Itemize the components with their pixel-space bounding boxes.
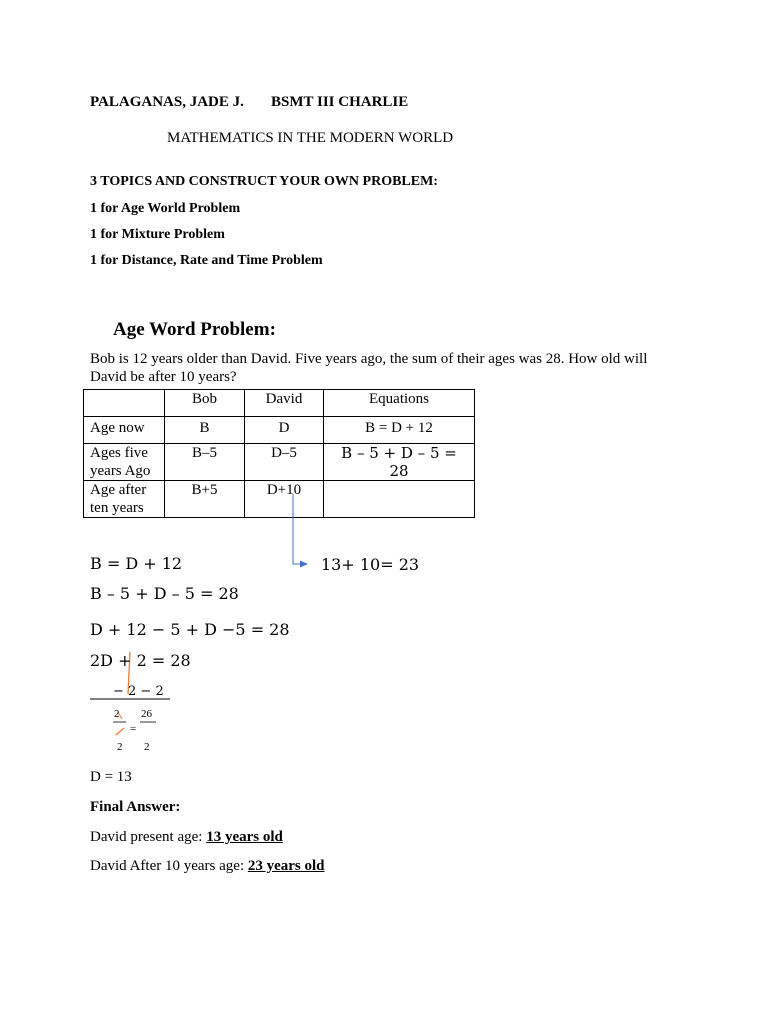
table-cell: B – 5 + D – 5 = 28 (324, 444, 475, 481)
table-cell: B–5 (165, 444, 245, 481)
table-cell: D (245, 417, 324, 444)
cancel-slash-icon (116, 728, 124, 735)
connector-line (293, 494, 300, 564)
present-age-line (90, 829, 283, 846)
solution-step: D + 12 − 5 + D −5 = 28 (90, 620, 290, 639)
table-cell: D+10 (245, 481, 324, 518)
present-age-value: 13 years old (206, 829, 283, 845)
table-cell: B = D + 12 (324, 417, 475, 444)
student-name: PALAGANAS, JADE J. (90, 94, 244, 110)
future-age-result: 13+ 10= 23 (321, 555, 420, 574)
table-header-cell: Bob (165, 390, 245, 417)
solution-result: D = 13 (90, 769, 132, 785)
arrow-head-icon (300, 561, 308, 568)
fraction-denominator: 2 (117, 741, 123, 753)
future-age-line (90, 858, 325, 875)
fraction-numerator: 2 (114, 708, 120, 720)
solution-step: B – 5 + D – 5 = 28 (90, 584, 239, 603)
table-cell-line: years Ago (90, 463, 151, 479)
fraction-denominator: 2 (144, 741, 150, 753)
table-cell-line: Age after (90, 482, 147, 498)
instruction-item: 1 for Mixture Problem (90, 227, 225, 242)
present-age-label: David present age: (90, 829, 207, 845)
solution-step: − 2 − 2 (113, 684, 164, 699)
future-age-label: David After 10 years age: (90, 858, 248, 874)
final-answer-label: Final Answer: (90, 799, 181, 815)
student-section: BSMT III CHARLIE (271, 94, 409, 110)
solution-step: 2D + 2 = 28 (90, 651, 191, 670)
table-cell: Age now (84, 417, 165, 444)
instructions-title: 3 TOPICS AND CONSTRUCT YOUR OWN PROBLEM: (90, 174, 438, 189)
instruction-item: 1 for Age World Problem (90, 201, 241, 216)
problem-heading: Age Word Problem: (113, 319, 276, 340)
table-cell: B (165, 417, 245, 444)
fraction-equals: = (130, 723, 137, 735)
problem-text-line2: David be after 10 years? (90, 369, 237, 385)
instruction-item: 1 for Distance, Rate and Time Problem (90, 253, 323, 268)
table-cell-line: Ages five (90, 445, 148, 461)
table-cell: B+5 (165, 481, 245, 518)
fraction-numerator: 26 (141, 708, 152, 720)
table-cell-line: ten years (90, 500, 144, 516)
solution-step: B = D + 12 (90, 554, 183, 573)
future-age-value: 23 years old (247, 858, 325, 874)
table-header-cell: David (245, 390, 324, 417)
problem-text-line1: Bob is 12 years older than David. Five years ago, the sum of their ages was 28. How old will (90, 351, 648, 367)
course-title: MATHEMATICS IN THE MODERN WORLD (167, 130, 454, 146)
table-cell: D–5 (245, 444, 324, 481)
table-header-cell: Equations (324, 390, 475, 417)
